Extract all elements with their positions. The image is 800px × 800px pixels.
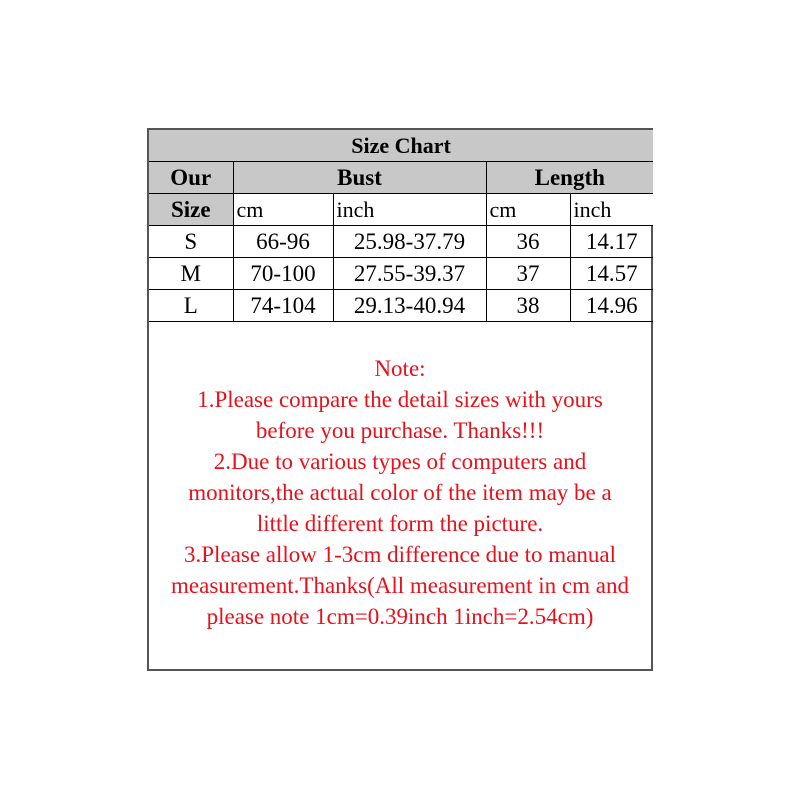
length-inch-cell: 14.96 xyxy=(570,290,653,322)
length-cm-cell: 36 xyxy=(486,226,570,258)
unit-bust-inch: inch xyxy=(333,194,486,226)
table-row xyxy=(149,226,653,258)
size-chart xyxy=(147,128,653,671)
unit-length-cm: cm xyxy=(486,194,570,226)
title-row xyxy=(149,130,653,162)
length-cm-cell: 37 xyxy=(486,258,570,290)
size-table xyxy=(149,130,653,322)
note-line: 3.Please allow 1-3cm difference due to manual xyxy=(184,541,616,567)
unit-row xyxy=(149,194,653,226)
length-inch-cell: 14.17 xyxy=(570,226,653,258)
note-line: measurement.Thanks(All measurement in cm and xyxy=(171,572,629,598)
unit-bust-cm: cm xyxy=(233,194,333,226)
our-size-header-bottom: Size xyxy=(149,194,233,226)
bust-inch-cell: 27.55-39.37 xyxy=(333,258,486,290)
header-row xyxy=(149,162,653,194)
size-cell: L xyxy=(149,290,233,322)
bust-cm-cell: 70-100 xyxy=(233,258,333,290)
chart-title: Size Chart xyxy=(149,130,653,162)
bust-inch-cell: 29.13-40.94 xyxy=(333,290,486,322)
length-header: Length xyxy=(486,162,653,194)
unit-length-inch: inch xyxy=(570,194,653,226)
notes-block xyxy=(149,323,651,669)
length-cm-cell: 38 xyxy=(486,290,570,322)
note-line: before you purchase. Thanks!!! xyxy=(255,417,545,443)
note-heading: Note: xyxy=(374,355,426,381)
bust-header: Bust xyxy=(233,162,486,194)
table-row xyxy=(149,290,653,322)
our-size-header-top: Our xyxy=(149,162,233,194)
bust-inch-cell: 25.98-37.79 xyxy=(333,226,486,258)
size-cell: S xyxy=(149,226,233,258)
note-line: monitors,the actual color of the item may be a xyxy=(188,479,612,505)
note-line: please note 1cm=0.39inch 1inch=2.54cm) xyxy=(206,603,594,629)
note-line: 2.Due to various types of computers and xyxy=(213,448,587,474)
size-cell: M xyxy=(149,258,233,290)
note-line: little different form the picture. xyxy=(256,510,544,536)
table-row xyxy=(149,258,653,290)
length-inch-cell: 14.57 xyxy=(570,258,653,290)
bust-cm-cell: 74-104 xyxy=(233,290,333,322)
bust-cm-cell: 66-96 xyxy=(233,226,333,258)
note-line: 1.Please compare the detail sizes with yours xyxy=(197,386,603,412)
